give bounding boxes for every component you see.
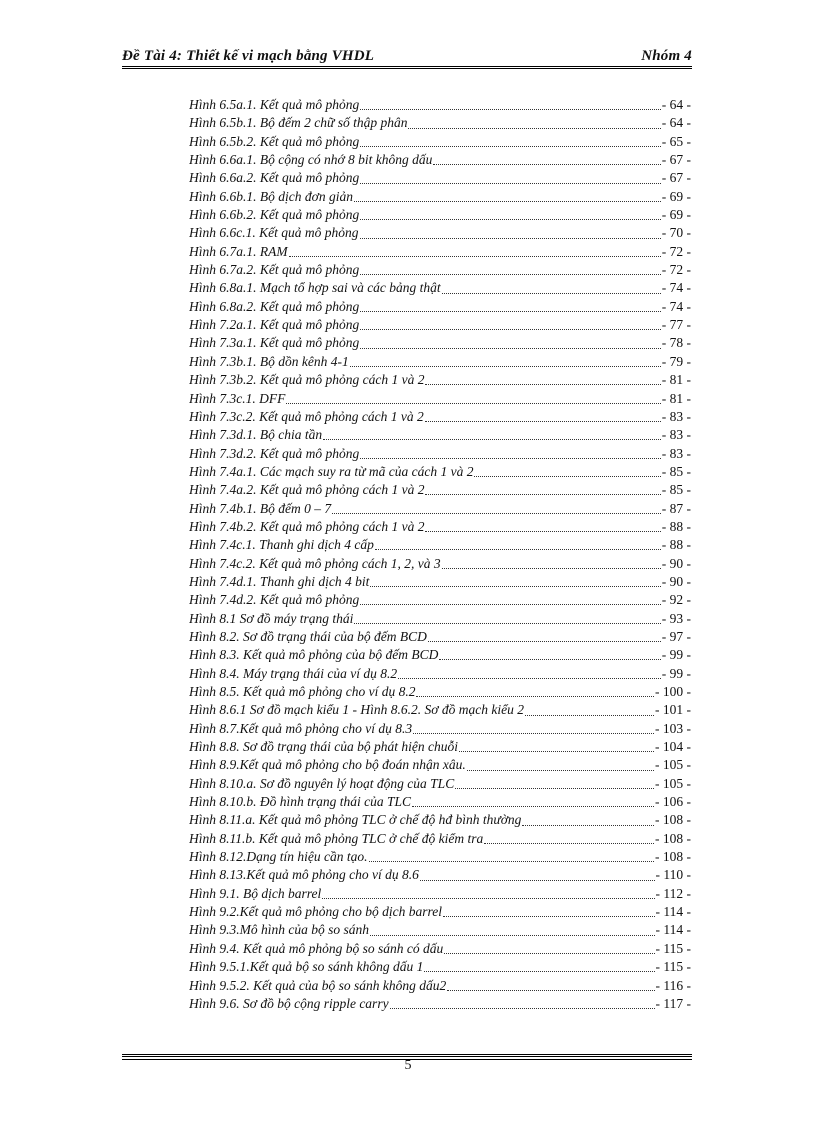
figure-entry[interactable] [189, 756, 691, 774]
figure-entry-page: - 85 - [661, 482, 691, 498]
figure-entry-page: - 106 - [655, 794, 691, 810]
figure-entry[interactable] [189, 646, 691, 664]
figure-entry-title: Hình 7.4c.2. Kết quả mô phỏng cách 1, 2, và 3 [189, 555, 441, 571]
figure-entry[interactable] [189, 445, 691, 463]
figure-entry-title: Hình 9.2.Kết quả mô phỏng cho bộ dịch barrel [189, 904, 442, 920]
dot-leader [369, 860, 655, 862]
figure-entry-title: Hình 7.3b.2. Kết quả mô phỏng cách 1 và 2 [189, 372, 425, 388]
figure-entry[interactable] [189, 811, 691, 829]
figure-entry-page: - 87 - [661, 500, 691, 516]
dot-leader [323, 438, 661, 440]
figure-entry[interactable] [189, 188, 691, 206]
dot-leader [360, 310, 661, 312]
figure-entry-page: - 105 - [655, 775, 691, 791]
dot-leader [375, 548, 661, 550]
figure-entry-title: Hình 9.5.1.Kết quả bộ so sánh không dấu 1 [189, 959, 424, 975]
figure-entry-title: Hình 8.5. Kết quả mô phỏng cho ví dụ 8.2 [189, 684, 416, 699]
dot-leader [525, 714, 654, 716]
figure-entry-page: - 115 - [655, 959, 691, 975]
figure-entry-page: - 100 - [655, 684, 691, 699]
figure-entry-page: - 72 - [661, 243, 691, 259]
figure-entry[interactable] [189, 390, 691, 408]
figure-entry-page: - 81 - [661, 372, 691, 388]
figure-entry-title: Hình 6.6a.2. Kết quả mô phỏng [189, 170, 360, 186]
figure-entry-title: Hình 8.2. Sơ đồ trạng thái của bộ đếm BCD [189, 628, 427, 644]
figure-entry-page: - 88 - [661, 518, 691, 534]
figure-entry[interactable] [189, 555, 691, 573]
figure-entry-page: - 117 - [655, 995, 691, 1011]
figure-entry-title: Hình 8.11.a. Kết quả mô phỏng TLC ở chế độ hđ bình thường [189, 812, 522, 828]
figure-entry-page: - 65 - [661, 133, 691, 149]
figure-entry[interactable] [189, 298, 691, 316]
figure-entry-title: Hình 7.2a.1. Kết quả mô phỏng [189, 317, 360, 333]
figure-entry-page: - 104 - [655, 739, 691, 755]
dot-leader [444, 952, 654, 954]
figure-entry-page: - 69 - [661, 188, 691, 204]
dot-leader [360, 145, 661, 147]
figure-entry-page: - 64 - [661, 97, 691, 112]
dot-leader [413, 732, 654, 734]
figure-entry-page: - 83 - [661, 445, 691, 461]
figure-entry-page: - 101 - [655, 702, 691, 718]
figure-entry-page: - 70 - [661, 225, 691, 241]
figure-entry-page: - 90 - [661, 573, 691, 589]
figure-entry[interactable] [189, 628, 691, 646]
figure-entry-title: Hình 8.13.Kết quả mô phỏng cho ví dụ 8.6 [189, 867, 419, 883]
figure-entry[interactable] [189, 408, 691, 426]
figure-entry-title: Hình 7.3c.1. DFF [189, 390, 286, 406]
figure-entry[interactable] [189, 500, 691, 518]
figure-entry-page: - 78 - [661, 335, 691, 351]
figure-entry-title: Hình 9.5.2. Kết quả của bộ so sánh không dấu2 [189, 977, 447, 993]
dot-leader [322, 897, 654, 899]
dot-leader [425, 420, 661, 422]
figure-entry-title: Hình 7.3c.2. Kết quả mô phỏng cách 1 và 2 [189, 408, 424, 424]
figure-entry[interactable] [189, 481, 691, 499]
dot-leader [370, 934, 655, 936]
figure-entry-title: Hình 8.10.a. Sơ đồ nguyên lý hoạt động của TLC [189, 775, 455, 791]
figure-entry-title: Hình 7.4b.2. Kết quả mô phỏng cách 1 và 2 [189, 518, 425, 534]
dot-leader [416, 695, 654, 697]
dot-leader [390, 1007, 655, 1009]
figure-entry-page: - 79 - [661, 353, 691, 369]
figure-entry[interactable] [189, 738, 691, 756]
figure-entry-page: - 81 - [661, 390, 691, 406]
figure-entry-page: - 92 - [661, 592, 691, 608]
figure-entry[interactable] [189, 665, 691, 683]
figure-entry-title: Hình 6.8a.2. Kết quả mô phỏng [189, 298, 360, 314]
figure-entry-page: - 114 - [655, 904, 691, 920]
figure-entry-page: - 67 - [661, 170, 691, 186]
figure-entry[interactable] [189, 830, 691, 848]
dot-leader [360, 182, 661, 184]
dot-leader [398, 677, 661, 679]
figure-entry-page: - 112 - [655, 885, 691, 901]
figure-entry-page: - 103 - [655, 720, 691, 736]
figure-entry[interactable] [189, 866, 691, 884]
figure-entry[interactable] [189, 848, 691, 866]
figure-entry-title: Hình 8.4. Máy trạng thái của ví dụ 8.2 [189, 665, 398, 681]
header-title: Đề Tài 4: Thiết kế vi mạch bằng VHDL [122, 48, 375, 64]
page-number: 5 [404, 1058, 412, 1073]
figure-entry-title: Hình 8.7.Kết quả mô phỏng cho ví dụ 8.3 [189, 720, 413, 736]
figure-entry[interactable] [189, 921, 691, 939]
dot-leader [442, 292, 661, 294]
header-group: Nhóm 4 [641, 48, 692, 64]
figure-entry[interactable] [189, 573, 691, 591]
figure-entry-page: - 97 - [661, 628, 691, 644]
figure-entry-title: Hình 7.3d.1. Bộ chia tần [189, 427, 323, 443]
figure-entry[interactable] [189, 96, 691, 114]
figure-entry[interactable] [189, 701, 691, 719]
figure-entry[interactable] [189, 114, 691, 132]
figure-entry-title: Hình 8.9.Kết quả mô phỏng cho bộ đoán nhận xâu. [189, 757, 466, 773]
figure-entry-title: Hình 7.3a.1. Kết quả mô phỏng [189, 335, 360, 351]
figure-entry[interactable] [189, 334, 691, 352]
figure-entry-page: - 93 - [661, 610, 691, 626]
figure-entry-title: Hình 7.4a.2. Kết quả mô phỏng cách 1 và 2 [189, 482, 425, 498]
dot-leader [360, 218, 661, 220]
figure-entry-page: - 90 - [661, 555, 691, 571]
figure-entry[interactable] [189, 775, 691, 793]
dot-leader [360, 108, 661, 110]
figure-entry-page: - 99 - [661, 647, 691, 663]
dot-leader [354, 200, 661, 202]
figure-entry-page: - 77 - [661, 317, 691, 333]
dot-leader [442, 567, 661, 569]
figure-entry[interactable] [189, 720, 691, 738]
figure-entry-page: - 108 - [655, 812, 691, 828]
figure-entry[interactable] [189, 463, 691, 481]
dot-leader [360, 328, 661, 330]
dot-leader [354, 622, 660, 624]
figure-entry[interactable] [189, 316, 691, 334]
dot-leader [425, 383, 660, 385]
figure-entry-title: Hình 7.3d.2. Kết quả mô phỏng [189, 445, 360, 461]
figure-entry-page: - 74 - [661, 298, 691, 314]
figure-entry[interactable] [189, 243, 691, 261]
figure-entry[interactable] [189, 279, 691, 297]
figure-entry-title: Hình 9.6. Sơ đồ bộ cộng ripple carry [189, 995, 389, 1011]
header-rule [122, 66, 692, 67]
figure-entry[interactable] [189, 958, 691, 976]
figure-entry-page: - 116 - [655, 977, 691, 993]
figure-entry[interactable] [189, 610, 691, 628]
figure-entry[interactable] [189, 518, 691, 536]
figure-entry-page: - 105 - [655, 757, 691, 773]
figure-entry-title: Hình 8.6.1 Sơ đồ mạch kiểu 1 - Hình 8.6.2. Sơ đồ mạch kiểu 2 [189, 702, 524, 718]
figure-entry[interactable] [189, 903, 691, 921]
dot-leader [447, 989, 654, 991]
dot-leader [408, 127, 660, 129]
figure-entry-title: Hình 8.8. Sơ đồ trạng thái của bộ phát hiện chuỗi [189, 739, 458, 755]
figure-entry-page: - 108 - [655, 830, 691, 846]
dot-leader [467, 769, 654, 771]
figure-entry-title: Hình 6.6c.1. Kết quả mô phỏng [189, 225, 359, 241]
dot-leader [420, 879, 655, 881]
figure-entry[interactable] [189, 591, 691, 609]
figure-entry[interactable] [189, 353, 691, 371]
figure-entry[interactable] [189, 224, 691, 242]
figure-entry-title: Hình 7.3b.1. Bộ dồn kênh 4-1 [189, 353, 349, 369]
figure-entry[interactable] [189, 261, 691, 279]
figure-entry-title: Hình 6.8a.1. Mạch tổ hợp sai và các bảng thật [189, 280, 441, 296]
figure-entry[interactable] [189, 885, 691, 903]
figure-entry-title: Hình 8.3. Kết quả mô phỏng của bộ đếm BCD [189, 647, 439, 663]
dot-leader [425, 493, 660, 495]
figure-entry-page: - 108 - [655, 849, 691, 865]
dot-leader [350, 365, 661, 367]
figure-entry-page: - 114 - [655, 922, 691, 938]
figure-entry-page: - 69 - [661, 207, 691, 223]
figure-entry[interactable] [189, 371, 691, 389]
figure-entry-title: Hình 8.1 Sơ đồ máy trạng thái [189, 610, 354, 626]
figure-entry-title: Hình 9.4. Kết quả mô phỏng bộ so sánh có dấu [189, 940, 444, 956]
figure-entry-page: - 99 - [661, 665, 691, 681]
figure-entry[interactable] [189, 995, 691, 1013]
figure-entry[interactable] [189, 206, 691, 224]
figure-entry-page: - 110 - [655, 867, 691, 883]
figure-entry[interactable] [189, 151, 691, 169]
figure-entry-title: Hình 6.6a.1. Bộ cộng có nhớ 8 bit không dấu [189, 152, 433, 168]
dot-leader [424, 970, 654, 972]
dot-leader [360, 457, 661, 459]
dot-leader [332, 512, 661, 514]
figure-entry-page: - 115 - [655, 940, 691, 956]
figure-entry-page: - 83 - [661, 427, 691, 443]
figure-entry[interactable] [189, 426, 691, 444]
figure-entry-title: Hình 6.7a.1. RAM [189, 243, 288, 259]
header-rule-secondary [122, 68, 692, 69]
figure-entry-title: Hình 7.4b.1. Bộ đếm 0 – 7 [189, 500, 332, 516]
dot-leader [360, 347, 661, 349]
dot-leader [455, 787, 654, 789]
figure-entry-page: - 67 - [661, 152, 691, 168]
dot-leader [439, 658, 660, 660]
page-header [122, 46, 692, 70]
figure-entry-title: Hình 8.10.b. Đồ hình trạng thái của TLC [189, 794, 412, 810]
dot-leader [433, 163, 660, 165]
dot-leader [474, 475, 660, 477]
dot-leader [459, 750, 654, 752]
figure-entry-title: Hình 6.5b.2. Kết quả mô phỏng [189, 133, 360, 149]
figure-entry[interactable] [189, 169, 691, 187]
figure-entry[interactable] [189, 536, 691, 554]
footer-rule [122, 1054, 692, 1057]
figure-entry-title: Hình 7.4c.1. Thanh ghi dịch 4 cấp [189, 537, 374, 553]
figure-entry-title: Hình 7.4d.1. Thanh ghi dịch 4 bit [189, 573, 370, 589]
figure-entry-title: Hình 6.6b.2. Kết quả mô phỏng [189, 207, 360, 223]
dot-leader [425, 530, 660, 532]
figure-entry-title: Hình 6.6b.1. Bộ dịch đơn giản [189, 188, 353, 204]
figure-entry-title: Hình 6.7a.2. Kết quả mô phỏng [189, 262, 360, 278]
figure-entry-title: Hình 6.5b.1. Bộ đếm 2 chữ số thập phân [189, 115, 408, 131]
figure-entry[interactable] [189, 133, 691, 151]
figure-entry-page: - 74 - [661, 280, 691, 296]
dot-leader [370, 585, 660, 587]
dot-leader [360, 237, 661, 239]
figure-entry-title: Hình 7.4a.1. Các mạch suy ra từ mã của cách 1 và 2 [189, 463, 474, 479]
figure-entry-page: - 88 - [661, 537, 691, 553]
figure-entry[interactable] [189, 977, 691, 995]
dot-leader [443, 915, 655, 917]
figure-entry-page: - 85 - [661, 463, 691, 479]
dot-leader [522, 824, 654, 826]
figure-entry-title: Hình 9.1. Bộ dịch barrel [189, 885, 322, 901]
dot-leader [360, 273, 661, 275]
figure-entry[interactable] [189, 793, 691, 811]
figure-entry-page: - 83 - [661, 408, 691, 424]
figure-entry[interactable] [189, 940, 691, 958]
dot-leader [289, 255, 661, 257]
figure-entry-page: - 64 - [661, 115, 691, 131]
figure-entry-page: - 72 - [661, 262, 691, 278]
figure-entry-title: Hình 8.12.Dạng tín hiệu cần tạo. [189, 849, 368, 865]
figure-list [189, 96, 691, 1013]
figure-entry[interactable] [189, 683, 691, 701]
dot-leader [360, 603, 661, 605]
dot-leader [286, 402, 660, 404]
figure-entry-title: Hình 9.3.Mô hình của bộ so sánh [189, 922, 369, 938]
figure-entry-title: Hình 6.5a.1. Kết quả mô phỏng [189, 97, 360, 112]
dot-leader [412, 805, 654, 807]
figure-entry-title: Hình 7.4d.2. Kết quả mô phỏng [189, 592, 360, 608]
figure-entry-title: Hình 8.11.b. Kết quả mô phỏng TLC ở chế độ kiểm tra [189, 830, 484, 846]
dot-leader [484, 842, 654, 844]
dot-leader [428, 640, 661, 642]
